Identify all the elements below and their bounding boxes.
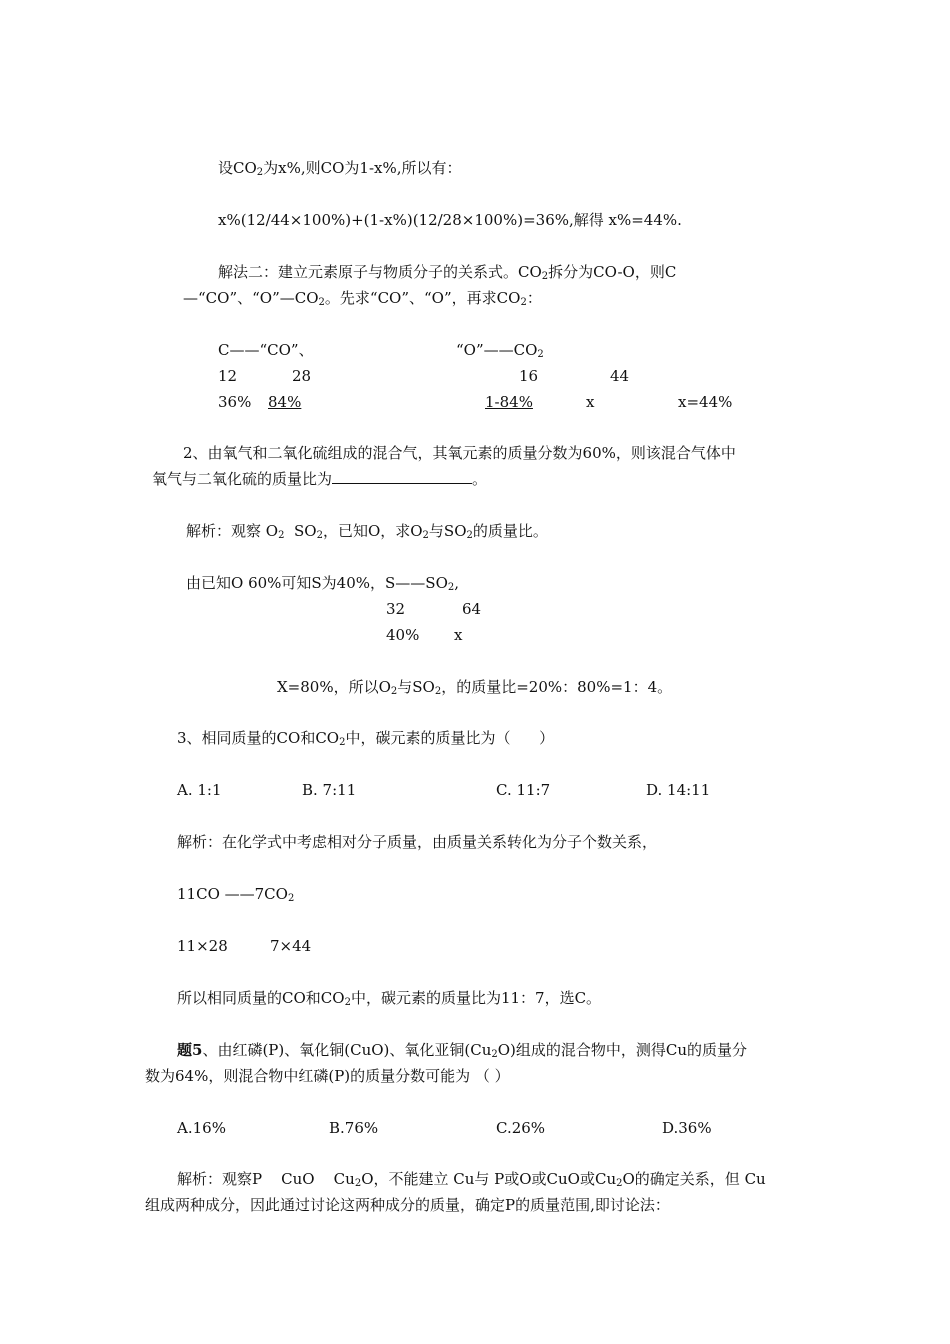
analysis-line: 组成两种成分，因此通过讨论这两种成分的质量，确定P的质量范围,即讨论法： [145, 1196, 670, 1214]
text-line: —“CO”、“$O”—CO_2$。先求“CO”、“O”，再求$CO_2$： [183, 289, 542, 308]
relation-cell: C——“CO”、 [218, 341, 314, 359]
option-c: C. 11:7 [496, 781, 551, 799]
analysis-line: 所以相同质量的CO和$CO_2$中，碳元素的质量比为11：7，选C。 [177, 989, 602, 1008]
relation-cell: 40% [386, 626, 420, 644]
option-b: B. 7:11 [302, 781, 357, 799]
question-2-text: 氧气与二氧化硫的质量比为 。 [152, 470, 488, 488]
option-d: D.36% [662, 1119, 712, 1137]
relation-cell: 7×44 [270, 937, 312, 955]
text-line: 解法二：建立元素原子与物质分子的关系式。$CO_2$拆分为CO-O，则C [218, 263, 677, 282]
relation-cell: 1-84% [485, 393, 533, 411]
option-d: D. 14:11 [646, 781, 711, 799]
relation-cell: 64 [462, 600, 482, 618]
analysis-line: 解析：观察 $O_2$ $SO_2$，已知O，求$O_2$与$SO_2$的质量比。 [186, 522, 548, 541]
option-a: A.16% [177, 1119, 226, 1137]
option-a: A. 1:1 [177, 781, 222, 799]
option-c: C.26% [496, 1119, 546, 1137]
relation-cell: 36% [218, 393, 252, 411]
question-5-text: 题5、由红磷(P)、氧化铜(CuO)、氧化亚铜$(Cu_2O)$组成的混合物中，测得Cu的质量分 [177, 1041, 748, 1060]
analysis-line: 解析：在化学式中考虑相对分子质量，由质量关系转化为分子个数关系， [177, 833, 658, 851]
analysis-line: 解析：观察P CuO $Cu_2O$，不能建立 Cu与 P或O或CuO或$Cu_2O$的确定关系，但 Cu [177, 1170, 766, 1189]
relation-cell: 28 [292, 367, 312, 385]
relation-cell: x [454, 626, 463, 644]
text-line: x%(12/44×100%)+(1-x%)(12/28×100%)=36%,解得 x%=44%. [218, 211, 682, 229]
question-label: 题5 [177, 1041, 203, 1059]
analysis-line: X=80%，所以$O_2$与$SO_2$，的质量比=20%：80%=1：4。 [277, 678, 673, 697]
relation-cell: 12 [218, 367, 238, 385]
question-2-text: 2、由氧气和二氧化硫组成的混合气，其氧元素的质量分数为60%，则该混合气体中 [183, 444, 736, 462]
relation-cell: 11×28 [177, 937, 228, 955]
relation-cell: 16 [519, 367, 539, 385]
answer-blank [332, 469, 472, 484]
relation-cell: “$O”——CO_2$ [456, 341, 544, 360]
question-5-text: 数为64%，则混合物中红磷(P)的质量分数可能为 （ ） [145, 1067, 510, 1085]
relation-cell: x=44% [678, 393, 733, 411]
analysis-line: 由已知O 60%可知S为40%，$S——SO_2$, [186, 574, 460, 593]
text-line: 设$CO_2$为x%,则CO为1-x%,所以有： [218, 159, 462, 178]
relation-cell: 44 [610, 367, 630, 385]
option-b: B.76% [329, 1119, 379, 1137]
relation-cell: 32 [386, 600, 406, 618]
relation-cell: 84% [268, 393, 302, 411]
relation-cell: x [586, 393, 595, 411]
analysis-line: 11CO $——7CO_2$ [177, 885, 295, 904]
question-3-text: 3、相同质量的CO和$CO_2$中，碳元素的质量比为（ ） [177, 729, 555, 748]
